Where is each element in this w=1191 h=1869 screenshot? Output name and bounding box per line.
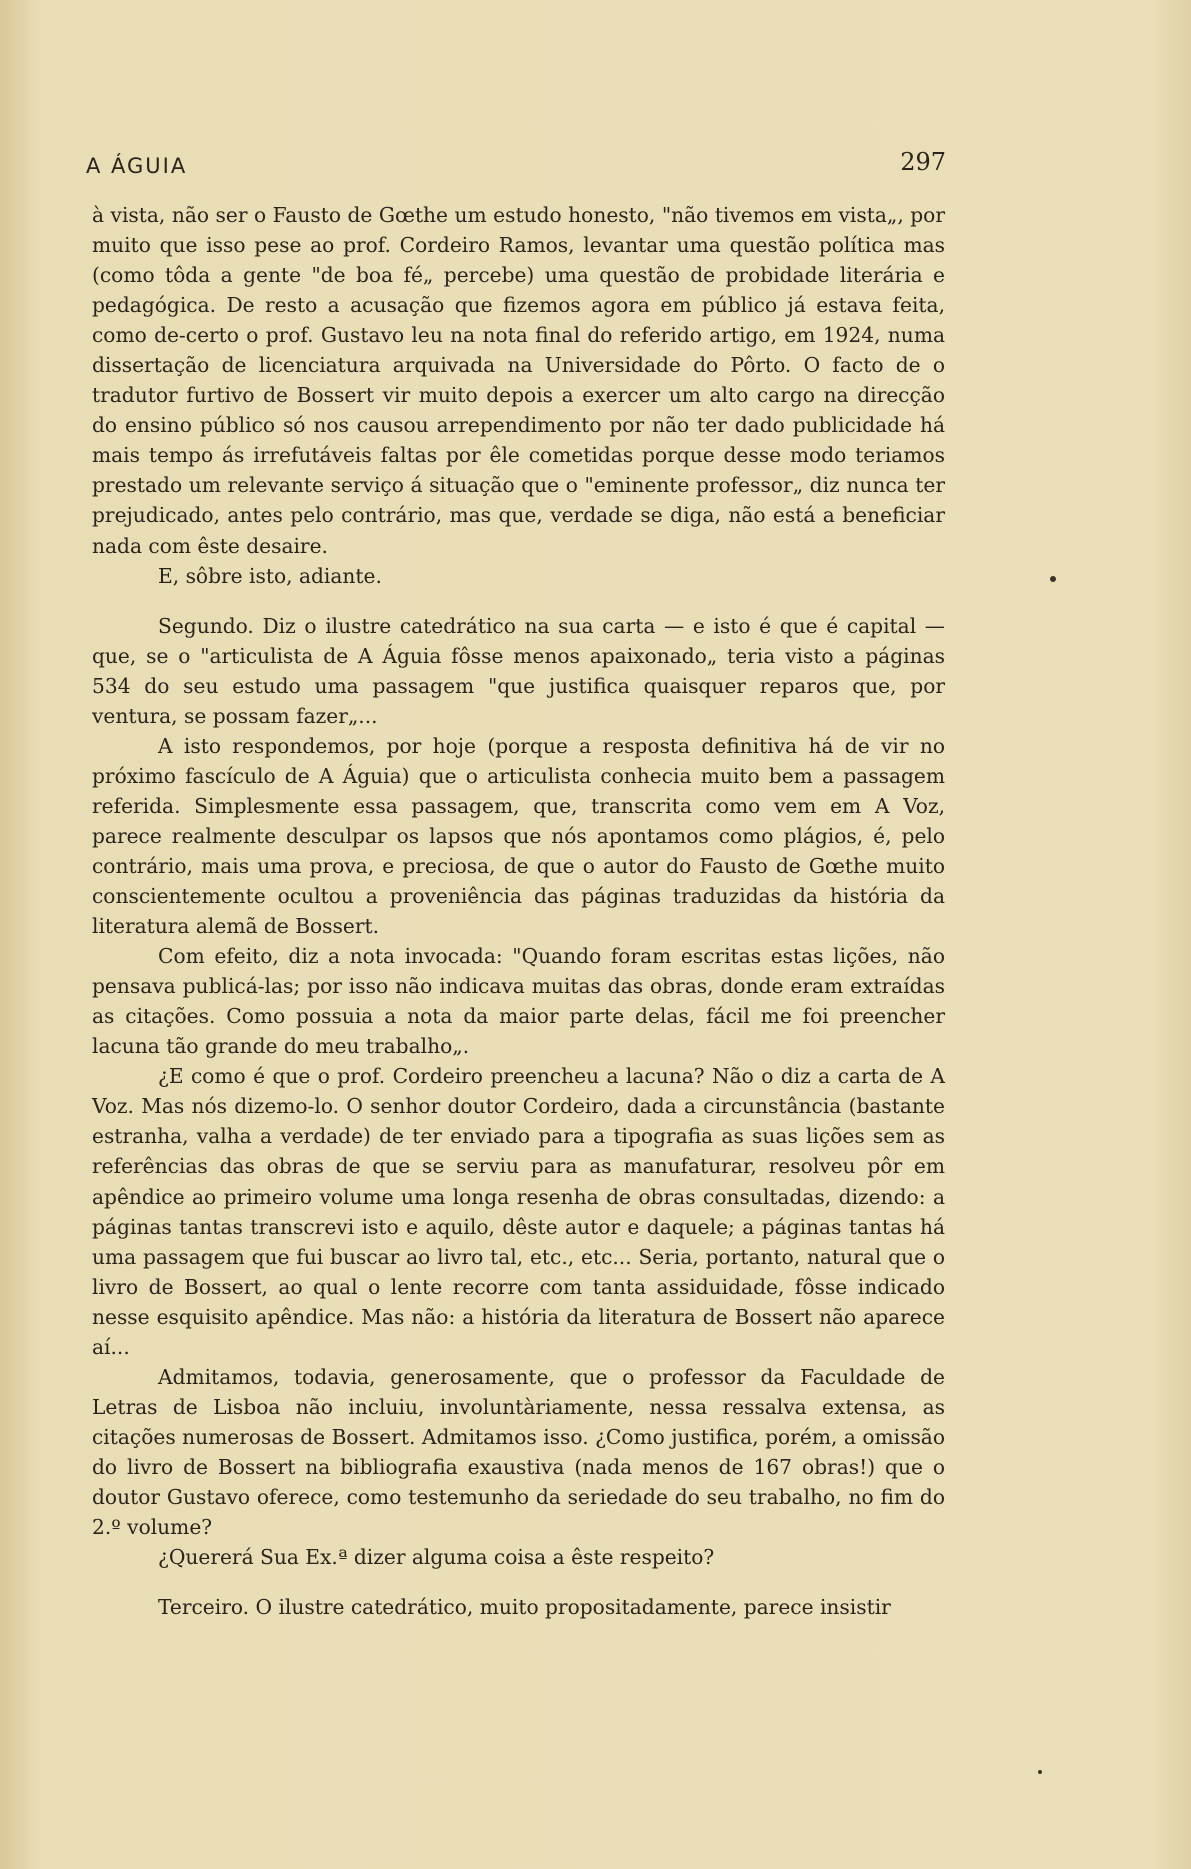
ink-spot <box>1038 1770 1042 1774</box>
page-number: 297 <box>900 148 946 176</box>
running-title: A ÁGUIA <box>86 154 188 178</box>
paragraph-terceiro: Terceiro. O ilustre catedrático, muito propositadamente, parece insistir <box>158 1595 891 1620</box>
paragraph-adiante: E, sôbre isto, adiante. <box>158 563 382 588</box>
paragraph-continuation: à vista, não ser o Fausto de Gœthe um estudo honesto, "não tivemos em vista„, por muito que isso pese ao prof. Cordeiro Ramos, levantar uma questão política mas (como tôda a gente "de boa fé„ percebe) uma questão de probidade literária e pedagógica. De resto a acusação que fizemos agora em público já estava feita, como de-certo o prof. Gustavo leu na nota final do referido artigo, em 1924, numa dissertação de licenciatura arquivada na Universidade do Pôrto. O facto de o tradutor furtivo de Bossert vir muito depois a exercer um alto cargo na direcção do ensino público só nos causou arrependimento por não ter dado publicidade há mais tempo ás irrefutáveis faltas por êle cometidas porque desse modo teriamos prestado um relevante serviço á situação que o "eminente professor„ diz nunca ter prejudicado, antes pelo contrário, mas que, verdade se diga, não está a beneficiar nada com êste desaire. <box>92 203 945 558</box>
paragraph-lacuna: ¿E como é que o prof. Cordeiro preencheu a lacuna? Não o diz a carta de A Voz. Mas nós dizemo-lo. O senhor doutor Cordeiro, dada a circunstância (bastante estranha, valha a verdade) de ter enviado para a tipografia as suas lições sem as referências das obras de que se serviu para as manufaturar, resolveu pôr em apêndice ao primeiro volume uma longa resenha de obras consultadas, dizendo: a páginas tantas transcrevi isto e aquilo, dêste autor e daquele; a páginas tantas há uma passagem que fui buscar ao livro tal, etc., etc... Seria, portanto, natural que o livro de Bossert, ao qual o lente recorre com tanta assiduidade, fôsse indicado nesse esquisito apêndice. Mas não: a história da literatura de Bossert não aparece aí... <box>92 1064 945 1359</box>
paragraph-querera: ¿Quererá Sua Ex.ª dizer alguma coisa a êste respeito? <box>158 1545 715 1570</box>
paragraph-resposta: A isto respondemos, por hoje (porque a resposta definitiva há de vir no próximo fascículo de A Águia) que o articulista conhecia muito bem a passagem referida. Simplesmente essa passagem, que, transcrita como vem em A Voz, parece realmente desculpar os lapsos que nós apontamos como plágios, é, pelo contrário, mais uma prova, e preciosa, de que o autor do Fausto de Gœthe muito conscientemente ocultou a proveniência das páginas traduzidas da história da literatura alemã de Bossert. <box>92 733 945 939</box>
paragraph-nota-invocada: Com efeito, diz a nota invocada: "Quando foram escritas estas lições, não pensava publicá-las; por isso não indicava muitas das obras, donde eram extraídas as citações. Como possuia a nota da maior parte delas, fácil me foi preencher lacuna tão grande do meu trabalho„. <box>92 944 945 1059</box>
ink-spot <box>1050 576 1056 582</box>
paragraph-admitamos: Admitamos, todavia, generosamente, que o professor da Faculdade de Letras de Lisboa não incluiu, involuntàriamente, nessa ressalva extensa, as citações numerosas de Bossert. Admitamos isso. ¿Como justifica, porém, a omissão do livro de Bossert na bibliografia exaustiva (nada menos de 167 obras!) que o doutor Gustavo oferece, como testemunho da seriedade do seu trabalho, no fim do 2.º volume? <box>92 1364 945 1540</box>
paragraph-segundo: Segundo. Diz o ilustre catedrático na sua carta — e isto é que é capital — que, se o "articulista de A Águia fôsse menos apaixonado„ teria visto a páginas 534 do seu estudo uma passagem "que justifica quaisquer reparos que, por ventura, se possam fazer„... <box>92 613 945 728</box>
running-head <box>86 148 946 182</box>
body-text <box>92 200 945 1622</box>
